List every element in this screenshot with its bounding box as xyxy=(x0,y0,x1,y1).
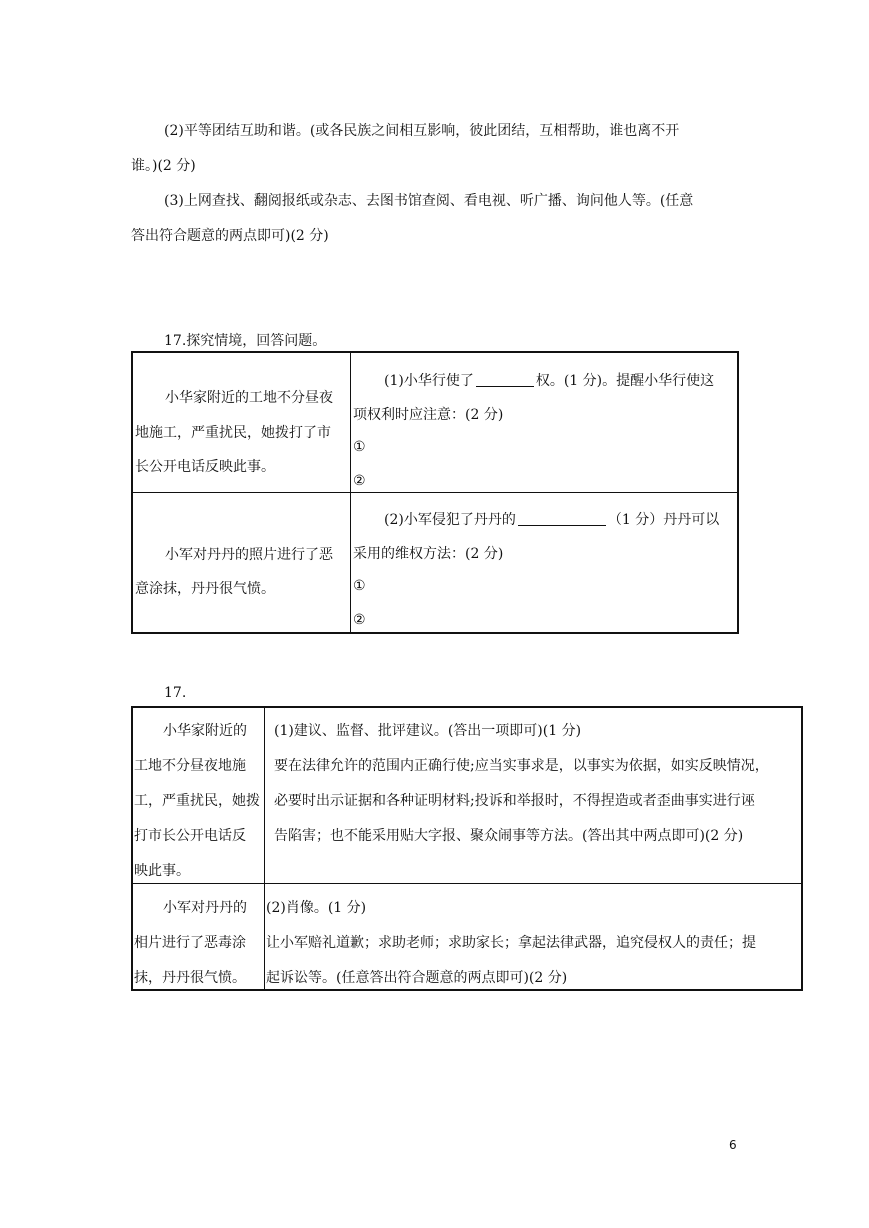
question-cell xyxy=(351,352,739,493)
answer-line: 让小军赔礼道歉；求助老师；求助家长；拿起法律武器，追究侵权人的责任；提 xyxy=(266,935,756,951)
question-suffix: （1 分）丹丹可以 xyxy=(607,512,720,528)
scenario-line: 小军对丹丹的 xyxy=(163,900,247,916)
question-line: 采用的维权方法：(2 分) xyxy=(353,546,504,562)
question-17-table xyxy=(131,351,739,634)
answer-16-2-line-1: (2)平等团结互助和谐。(或各民族之间相互影响，彼此团结，互相帮助，谁也离不开 xyxy=(164,123,680,139)
scenario-line: 意涂抹，丹丹很气愤。 xyxy=(135,581,275,597)
answer-blank[interactable] xyxy=(476,372,534,387)
question-line: 项权利时应注意：(2 分) xyxy=(353,407,504,423)
answer-16-3-line-2: 答出符合题意的两点即可)(2 分) xyxy=(131,228,329,244)
question-prefix: (2)小军侵犯了丹丹的 xyxy=(384,512,516,528)
scenario-line: 小华家附近的 xyxy=(163,723,247,739)
scenario-cell xyxy=(132,707,265,884)
question-cell xyxy=(351,493,739,634)
question-line xyxy=(384,509,719,529)
question-suffix: 权。(1 分)。提醒小华行使这 xyxy=(535,373,715,389)
answer-16-2-line-2: 谁。)(2 分) xyxy=(131,158,196,174)
question-17-heading: 17.探究情境，回答问题。 xyxy=(164,333,327,349)
table-row xyxy=(132,707,802,884)
scenario-line: 地施工，严重扰民，她拨打了市 xyxy=(135,425,331,441)
table-row xyxy=(132,884,802,991)
scenario-line: 抹，丹丹很气愤。 xyxy=(134,970,246,986)
scenario-cell xyxy=(132,493,351,634)
table-row xyxy=(132,352,738,493)
answer-line: 起诉讼等。(任意答出符合题意的两点即可)(2 分) xyxy=(266,970,568,986)
scenario-line: 工地不分昼夜地施 xyxy=(134,758,246,774)
answer-cell xyxy=(265,884,803,991)
answer-line: (2)肖像。(1 分) xyxy=(266,900,367,916)
scenario-line: 小军对丹丹的照片进行了恶 xyxy=(165,547,333,563)
answer-cell xyxy=(265,707,803,884)
answer-17-table xyxy=(131,706,803,991)
scenario-cell xyxy=(132,352,351,493)
answer-line: 必要时出示证据和各种证明材料;投诉和举报时，不得捏造或者歪曲事实进行诬 xyxy=(274,793,755,809)
answer-line: (1)建议、监督、批评建议。(答出一项即可)(1 分) xyxy=(274,723,582,739)
answer-line: 要在法律允许的范围内正确行使;应当实事求是，以事实为依据，如实反映情况， xyxy=(274,758,769,774)
answer-mark-2: ② xyxy=(353,473,366,489)
scenario-line: 工，严重扰民，她拨 xyxy=(134,793,260,809)
answer-mark-2: ② xyxy=(353,612,366,628)
page-number: 6 xyxy=(729,1138,737,1152)
answer-17-heading: 17. xyxy=(164,685,187,701)
scenario-line: 长公开电话反映此事。 xyxy=(135,459,275,475)
table-row xyxy=(132,493,738,634)
answer-mark-1: ① xyxy=(353,578,366,594)
scenario-line: 映此事。 xyxy=(134,863,190,879)
question-line xyxy=(384,370,714,390)
answer-16-3-line-1: (3)上网查找、翻阅报纸或杂志、去图书馆查阅、看电视、听广播、询问他人等。(任意 xyxy=(164,193,694,209)
scenario-line: 相片进行了恶毒涂 xyxy=(134,935,246,951)
scenario-cell xyxy=(132,884,265,991)
scenario-line: 打市长公开电话反 xyxy=(134,828,246,844)
answer-blank[interactable] xyxy=(518,511,606,526)
question-prefix: (1)小华行使了 xyxy=(384,373,474,389)
answer-mark-1: ① xyxy=(353,439,366,455)
answer-line: 告陷害；也不能采用贴大字报、聚众闹事等方法。(答出其中两点即可)(2 分) xyxy=(274,828,744,844)
scenario-line: 小华家附近的工地不分昼夜 xyxy=(165,390,333,406)
